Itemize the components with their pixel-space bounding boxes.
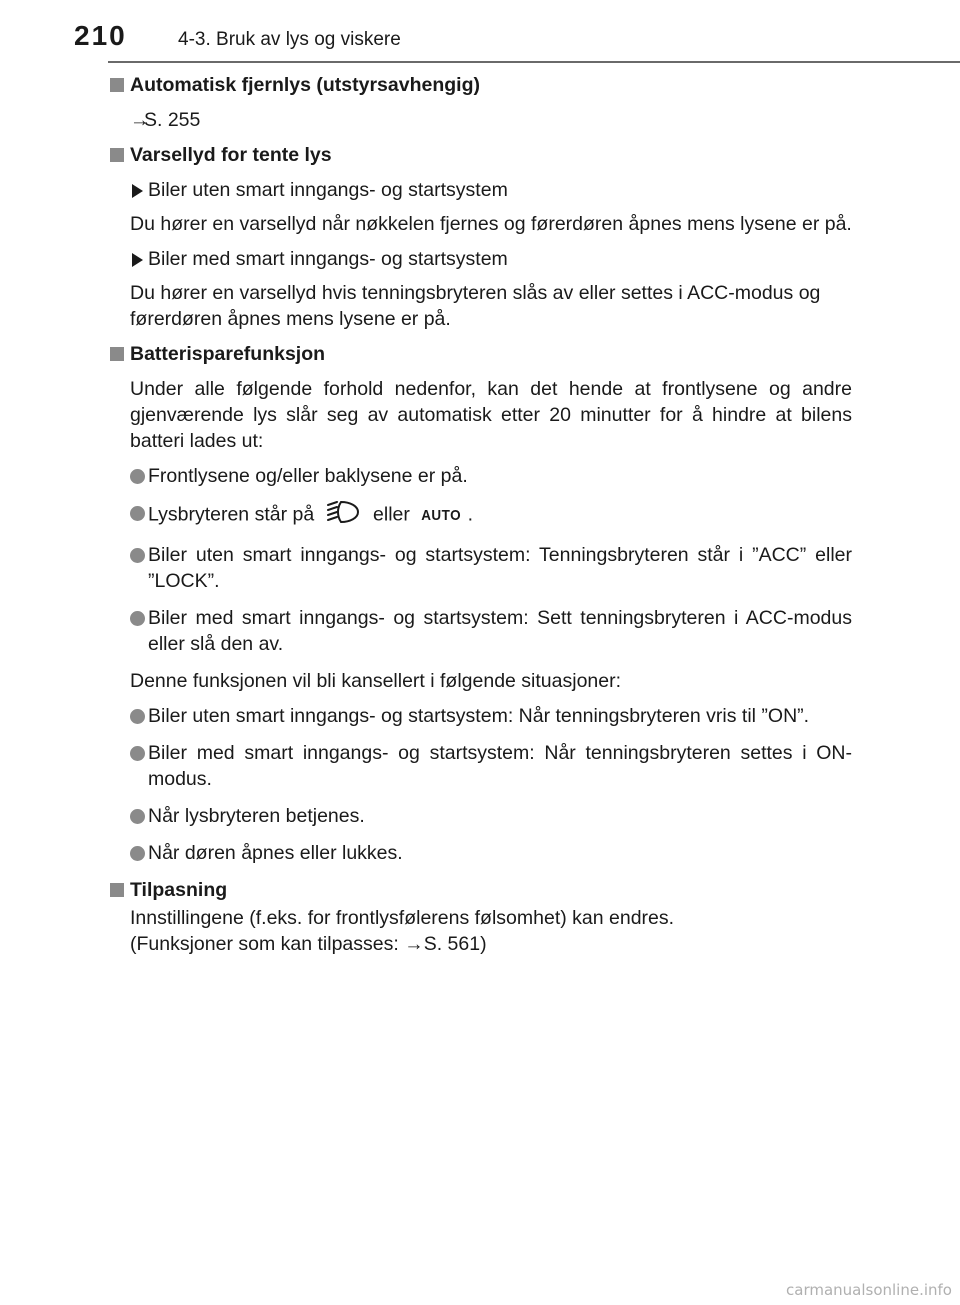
paragraph: Du hører en varsellyd når nøkkelen fjernes og førerdøren åpnes mens lysene er på. (130, 213, 852, 235)
subheading-without-smart-entry: Biler uten smart inngangs- og startsystem (108, 177, 852, 203)
circle-bullet-icon (130, 846, 145, 861)
circle-bullet-icon (130, 709, 145, 724)
header-divider (108, 61, 960, 63)
list-item: Frontlysene og/eller baklysene er på. (108, 463, 852, 489)
headlight-icon (324, 500, 364, 531)
page-reference-link[interactable]: S. 255 (144, 109, 201, 131)
circle-bullet-icon (130, 548, 145, 563)
page-content (108, 72, 852, 966)
square-bullet-icon (110, 78, 124, 92)
arrow-icon: → (130, 109, 150, 131)
list-item: Biler med smart inngangs- og startsystem: Når tenningsbryteren settes i ON-modus. (108, 740, 852, 792)
watermark: carmanualsonline.info (786, 1281, 952, 1299)
circle-bullet-icon (130, 809, 145, 824)
page-reference-link[interactable]: S. 561) (423, 933, 487, 955)
page-number: 210 (74, 20, 127, 51)
square-bullet-icon (110, 883, 124, 897)
paragraph: Innstillingene (f.eks. for frontlysfølerens følsomhet) kan endres. (Funksjoner som kan tilpasses: →S. 561) (130, 907, 675, 955)
subheading-with-smart-entry: Biler med smart inngangs- og startsystem (108, 246, 852, 272)
list-item: Lysbryteren står på eller AUTO . (108, 500, 852, 531)
heading-customization: Tilpasning (108, 877, 852, 903)
list-item: Når døren åpnes eller lukkes. (108, 840, 852, 866)
circle-bullet-icon (130, 611, 145, 626)
paragraph: Denne funksjonen vil bli kansellert i følgende situasjoner: (130, 670, 622, 692)
list-item: Biler uten smart inngangs- og startsystem: Tenningsbryteren står i ”ACC” eller ”LOCK”. (108, 542, 852, 594)
triangle-bullet-icon (132, 253, 143, 267)
circle-bullet-icon (130, 746, 145, 761)
list-item: Biler uten smart inngangs- og startsystem: Når tenningsbryteren vris til ”ON”. (108, 703, 852, 729)
paragraph: Under alle følgende forhold nedenfor, kan det hende at frontlysene og andre gjenværende lys slår seg av automatisk etter 20 minutter for å hindre at bilens batteri lades ut: (130, 378, 852, 452)
heading-automatic-high-beam: Automatisk fjernlys (utstyrsavhengig) (108, 72, 852, 98)
square-bullet-icon (110, 347, 124, 361)
arrow-icon: → (404, 933, 424, 955)
page-header (0, 0, 960, 62)
section-title: 4-3. Bruk av lys og viskere (178, 29, 401, 50)
heading-light-reminder: Varsellyd for tente lys (108, 142, 852, 168)
list-item: Når lysbryteren betjenes. (108, 803, 852, 829)
reference-line (108, 107, 852, 133)
list-item: Biler med smart inngangs- og startsystem: Sett tenningsbryteren i ACC-modus eller slå den av. (108, 605, 852, 657)
auto-mode-icon: AUTO (421, 506, 462, 524)
heading-battery-saver: Batterisparefunksjon (108, 341, 852, 367)
triangle-bullet-icon (132, 184, 143, 198)
circle-bullet-icon (130, 506, 145, 521)
circle-bullet-icon (130, 469, 145, 484)
square-bullet-icon (110, 148, 124, 162)
paragraph: Du hører en varsellyd hvis tenningsbryteren slås av eller settes i ACC-modus og førerdøren åpnes mens lysene er på. (130, 282, 821, 330)
